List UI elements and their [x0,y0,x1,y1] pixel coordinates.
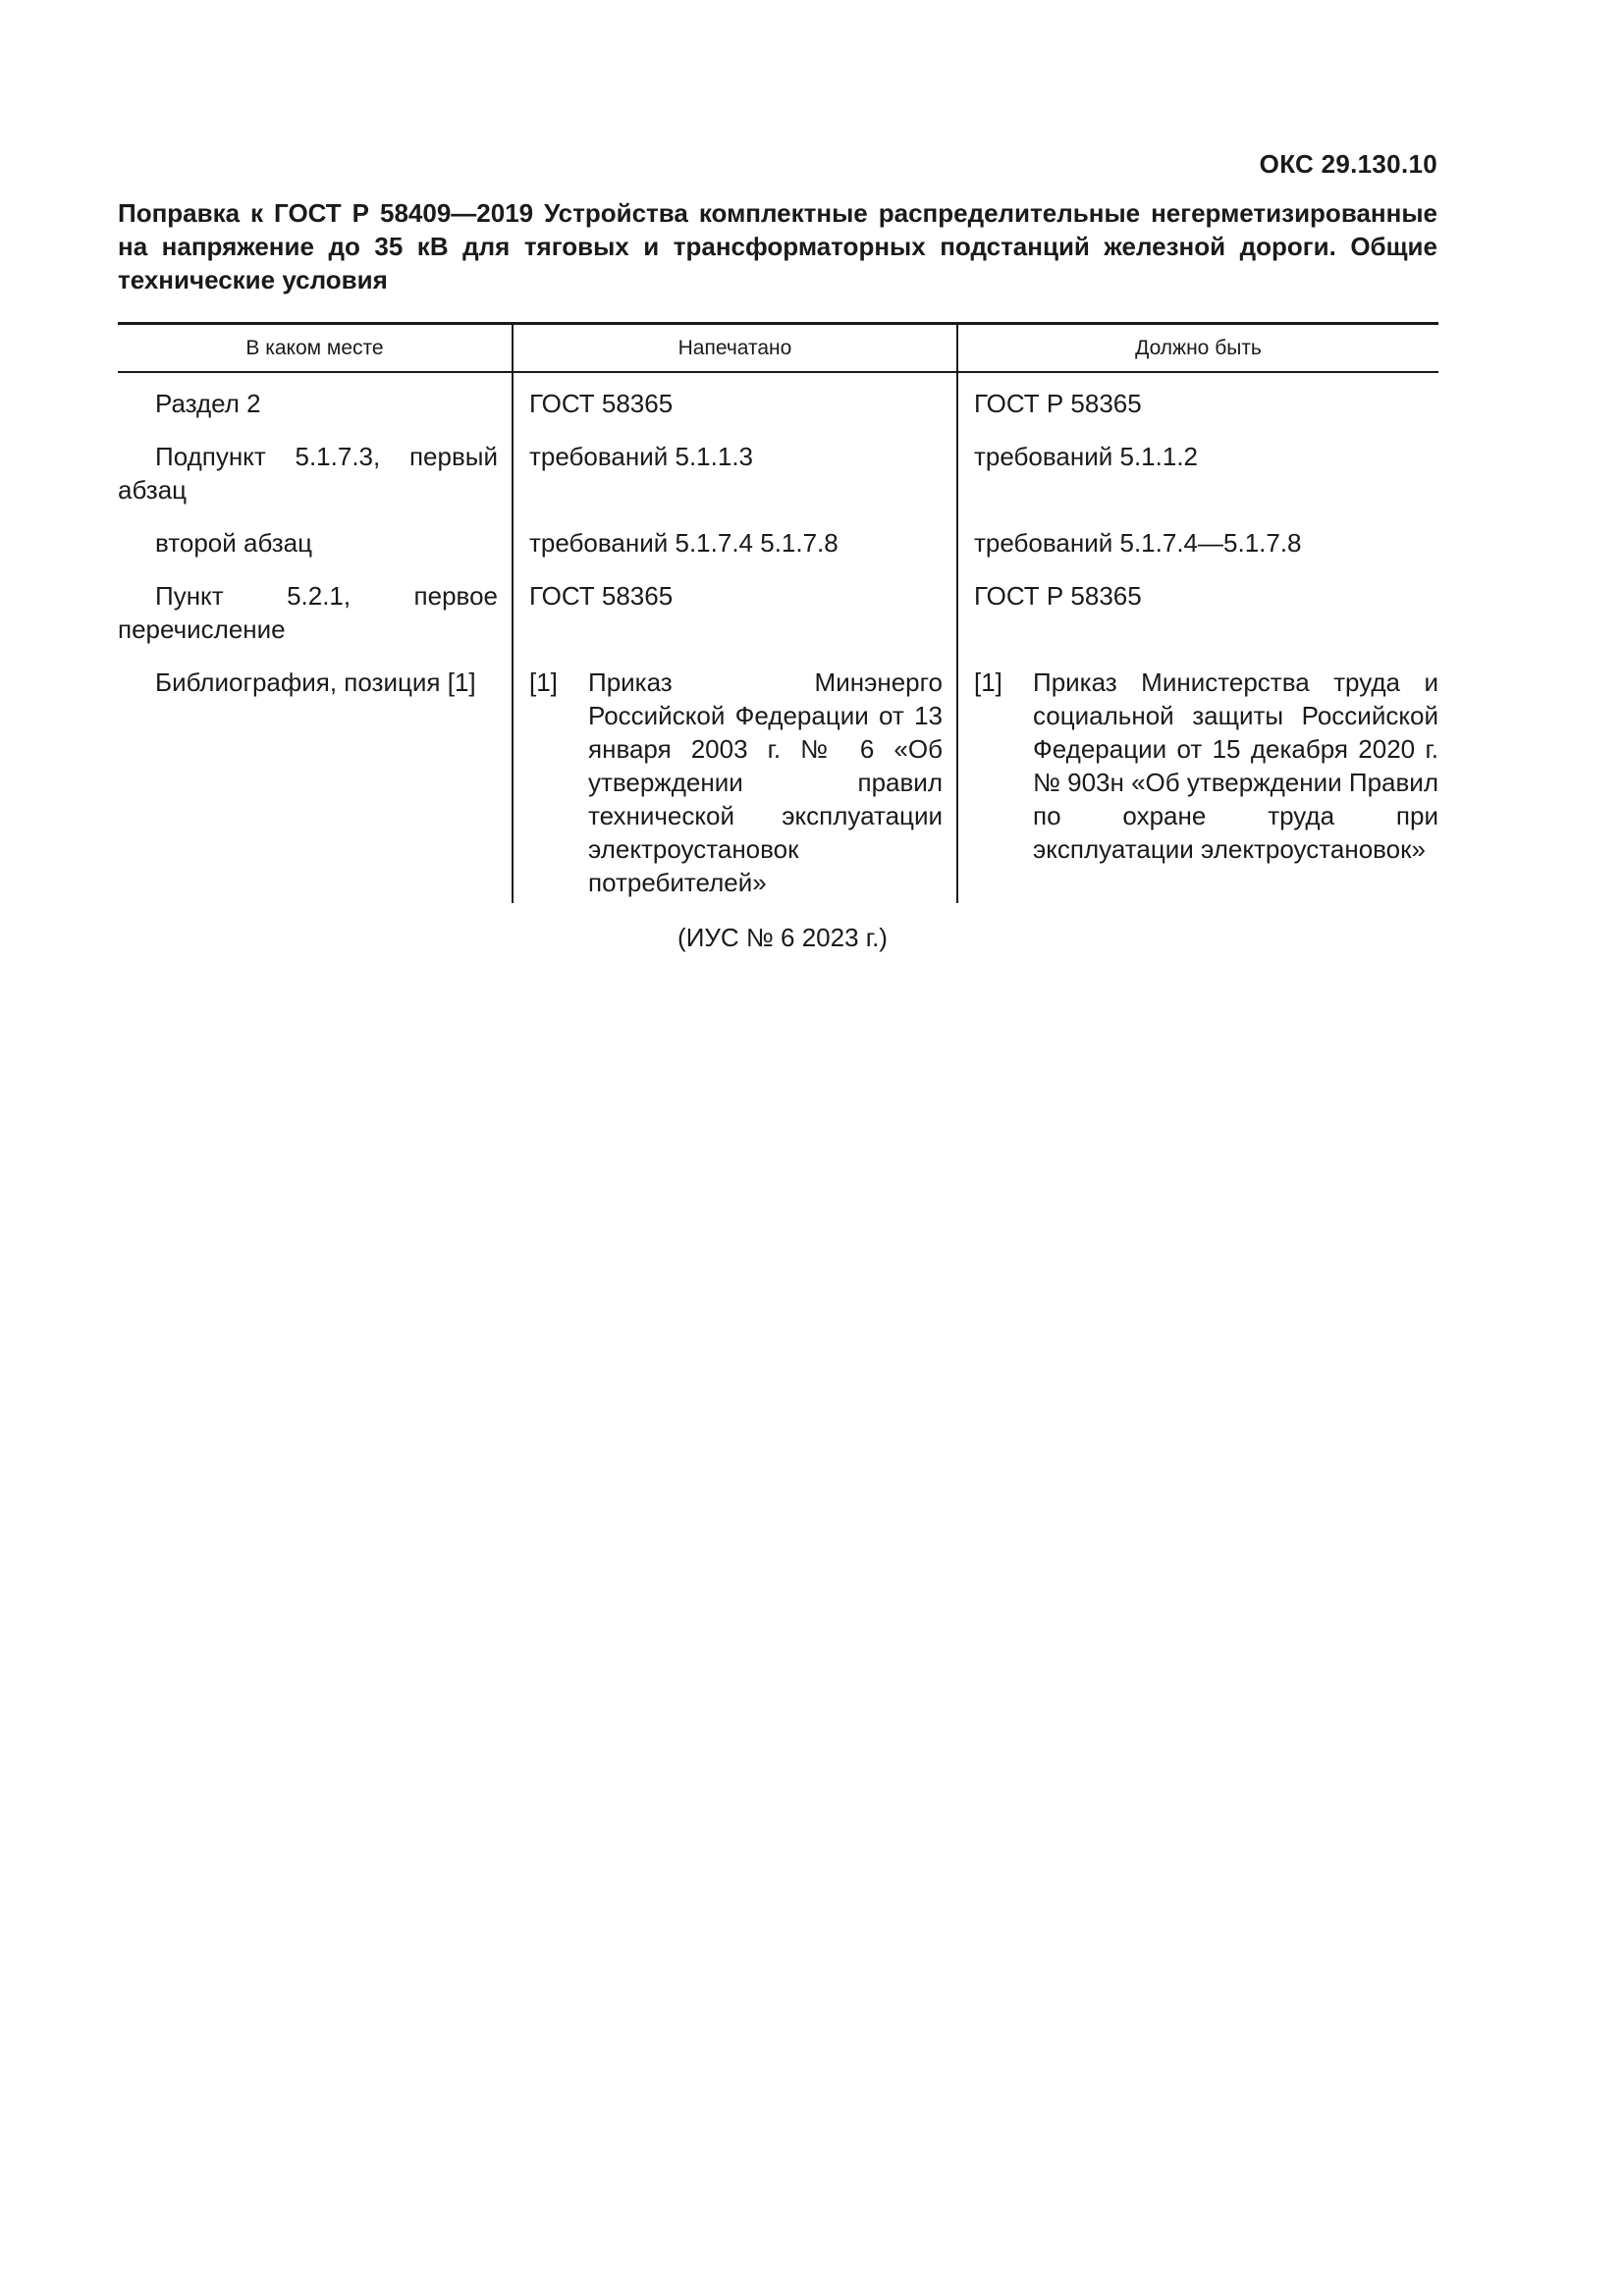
header-place: В каком месте [118,324,513,373]
ius-note: (ИУС № 6 2023 г.) [677,923,888,952]
bibliography-entry [974,666,1438,866]
amendment-table [118,322,1438,903]
reference-number: [1] [529,667,558,697]
bibliography-entry [529,666,943,899]
cell-printed [513,656,957,903]
cell-printed: требований 5.1.1.3 [513,430,957,516]
cell-place: Пункт 5.2.1, первое перечисление [118,581,498,644]
table-row [118,656,1438,903]
header-printed: Напечатано [513,324,957,373]
amendment-title: Поправка к ГОСТ Р 58409—2019 Устройства комплектные распределительные негерметизированные на напряжение до 35 кВ для тяговых и трансформаторных подстанций железной дороги. Общие технические условия [118,198,1437,294]
cell-place: Подпункт 5.1.7.3, первый абзац [118,442,498,505]
cell-should-be: ГОСТ Р 58365 [957,372,1438,430]
cell-should-be: требований 5.1.7.4—5.1.7.8 [957,516,1438,569]
reference-text: Приказ Минэнерго Российской Федерации от 13 января 2003 г. № 6 «Об утверждении правил технической эксплуатации электроустановок потребителей» [588,667,943,897]
cell-should-be: требований 5.1.1.2 [957,430,1438,516]
table-row [118,569,1438,656]
header-should-be: Должно быть [957,324,1438,373]
cell-should-be [957,656,1438,903]
table-row [118,430,1438,516]
cell-printed: ГОСТ 58365 [513,372,957,430]
table-header-row [118,324,1438,373]
cell-should-be: ГОСТ Р 58365 [957,569,1438,656]
cell-place: Библиография, позиция [1] [155,667,476,697]
reference-number: [1] [974,667,1002,697]
cell-place: второй абзац [155,528,313,558]
cell-printed: ГОСТ 58365 [513,569,957,656]
oks-code: ОКС 29.130.10 [1259,149,1437,179]
table-row [118,516,1438,569]
table-row [118,372,1438,430]
cell-printed: требований 5.1.7.4 5.1.7.8 [513,516,957,569]
cell-place: Раздел 2 [155,389,261,418]
reference-text: Приказ Министерства труда и социальной защиты Российской Федерации от 15 декабря 2020 г. № 903н «Об утверждении Правил по охране труда при эксплуатации электроустановок» [1033,667,1438,864]
